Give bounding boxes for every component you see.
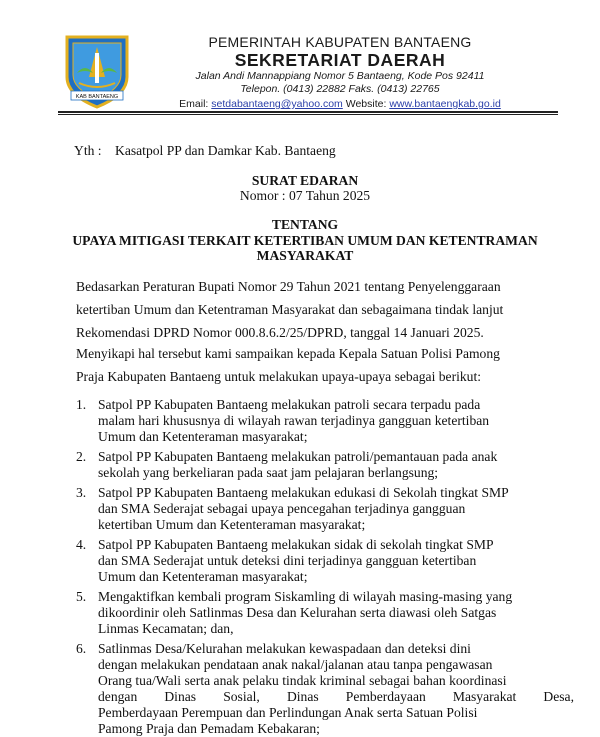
email-link[interactable]: setdabantaeng@yahoo.com	[211, 98, 343, 110]
subject-line-2: MASYARAKAT	[256, 248, 354, 263]
list-item-line: dan SMA Sederajat untuk deteksi dini terjadinya gangguan ketertiban	[98, 553, 477, 568]
list-item-line: sekolah yang berkeliaran pada saat jam pelajaran berlangsung;	[98, 465, 439, 480]
list-item-line: Mengaktifkan kembali program Siskamling di wilayah masing-masing yang	[98, 589, 513, 604]
letterhead	[135, 34, 545, 111]
list-item-line: Umum dan Ketenteraman masyarakat;	[98, 429, 308, 444]
government-name: PEMERINTAH KABUPATEN BANTAENG	[208, 34, 472, 50]
list-item-line: Satlinmas Desa/Kelurahan melakukan kewaspadaan dan deteksi dini	[98, 641, 471, 656]
list-item-number: 1.	[76, 397, 87, 412]
paragraph-line: Rekomendasi DPRD Nomor 000.8.6.2/25/DPRD, tanggal 14 Januari 2025.	[76, 325, 484, 340]
website-link[interactable]: www.bantaengkab.go.id	[389, 98, 501, 110]
list-item-line: Umum dan Ketenteraman masyarakat;	[98, 569, 308, 584]
list-item-line: dikoordinir oleh Satlinmas Desa dan Kelurahan serta diawasi oleh Satgas	[98, 605, 497, 620]
list-item-line: Orang tua/Wali serta anak pelaku tindak kriminal sebagai bahan koordinasi	[98, 673, 507, 688]
list-item-line: ketertiban Umum dan Ketenteraman masyarakat;	[98, 517, 366, 532]
office-address: Jalan Andi Mannappiang Nomor 5 Bantaeng, Kode Pos 92411	[195, 70, 485, 82]
office-phone: Telepon. (0413) 22882 Faks. (0413) 22765	[240, 83, 440, 95]
list-item-line: malam hari khususnya di wilayah rawan terjadinya gangguan ketertiban	[98, 413, 490, 428]
letter-type: SURAT EDARAN	[251, 173, 359, 188]
paragraph-instruction	[76, 342, 574, 388]
list-item-number: 2.	[76, 449, 87, 464]
list-item-line: dan SMA Sederajat sebagai upaya pencegahan terjadinya gangguan	[98, 501, 466, 516]
email-label: Email:	[179, 98, 209, 110]
paragraph-regulation	[76, 275, 574, 344]
logo-caption: KAB BANTAENG	[75, 94, 119, 100]
list-item-line: Satpol PP Kabupaten Bantaeng melakukan patroli/pemantauan pada anak	[98, 449, 498, 464]
list-item-number: 5.	[76, 589, 87, 604]
website-label: Website:	[345, 98, 387, 110]
list-item-number: 3.	[76, 485, 87, 500]
list-item-line: Satpol PP Kabupaten Bantaeng melakukan patroli secara terpadu pada	[98, 397, 481, 412]
list-item-number: 6.	[76, 641, 87, 656]
subject-label: TENTANG	[271, 217, 339, 232]
list-item-line: dengan Dinas Sosial, Dinas Pemberdayaan Masyarakat Desa,	[98, 689, 574, 704]
list-item-line: Pamong Praja dan Pemadam Kebakaran;	[98, 721, 320, 736]
paragraph-line: ketertiban Umum dan Ketentraman Masyarakat dan sebagaimana tindak lanjut	[76, 302, 504, 317]
letter-number: Nomor : 07 Tahun 2025	[239, 188, 371, 203]
subject-line-1: UPAYA MITIGASI TERKAIT KETERTIBAN UMUM DAN KETENTRAMAN	[72, 233, 538, 248]
list-item-line: Pemberdayaan Perempuan dan Perlindungan Anak serta Satuan Polisi	[98, 705, 478, 720]
bantaeng-regency-emblem-icon	[63, 33, 131, 109]
paragraph-line: Bedasarkan Peraturan Bupati Nomor 29 Tahun 2021 tentang Penyelenggaraan	[76, 279, 501, 294]
list-item-line: Satpol PP Kabupaten Bantaeng melakukan sidak di sekolah tingkat SMP	[98, 537, 494, 552]
list-item-line: dengan melakukan pendataan anak nakal/jalanan atau tanpa pengawasan	[98, 657, 493, 672]
paragraph-line: Praja Kabupaten Bantaeng untuk melakukan upaya-upaya sebagai berikut:	[76, 369, 482, 384]
list-item-line: Satpol PP Kabupaten Bantaeng melakukan edukasi di Sekolah tingkat SMP	[98, 485, 509, 500]
recipient-label: Yth :	[74, 143, 102, 158]
contact-line	[135, 97, 545, 111]
letterhead-divider-thick	[58, 111, 558, 113]
list-item-line: Linmas Kecamatan; dan,	[98, 621, 234, 636]
recipient-name: Kasatpol PP dan Damkar Kab. Bantaeng	[115, 143, 336, 158]
office-name: SEKRETARIAT DAERAH	[234, 50, 446, 70]
list-item-number: 4.	[76, 537, 87, 552]
paragraph-line: Menyikapi hal tersebut kami sampaikan kepada Kepala Satuan Polisi Pamong	[76, 346, 500, 361]
letterhead-divider-thin	[58, 114, 558, 115]
